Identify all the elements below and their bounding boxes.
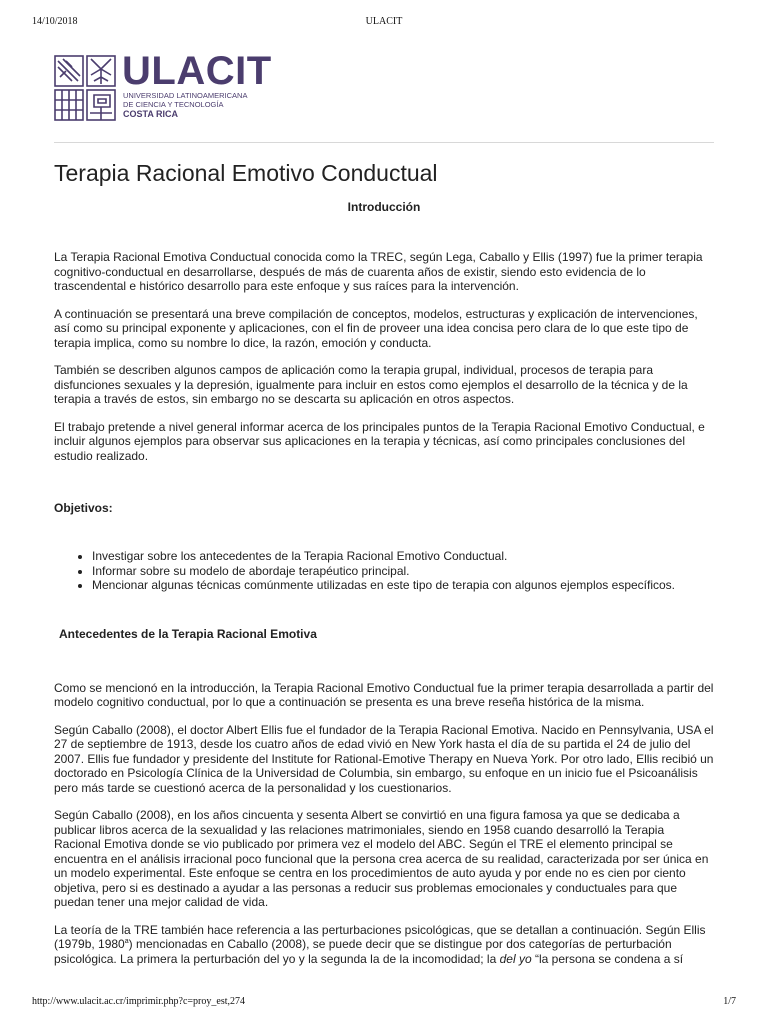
- objective-item: • Mencionar algunas técnicas comúnmente utilizadas en este tipo de terapia con algunos ejemplos específicos.: [92, 578, 714, 593]
- print-date: 14/10/2018: [32, 16, 78, 27]
- objective-item: • Informar sobre su modelo de abordaje terapéutico principal.: [92, 564, 714, 579]
- antecedentes-paragraph: Como se mencionó en la introducción, la Terapia Racional Emotivo Conductual fue la primer terapia desarrollada a partir del modelo cognitivo conductual, por lo que a continuación se presenta es una breve reseña histórica de la misma.: [54, 680, 714, 709]
- paragraph-text: ) mencionadas en Caballo (2008), se puede decir que se distingue por dos categorías de perturbación psicológica. La primera la perturbación del yo y la segunda la de la incomodidad; la: [54, 937, 672, 966]
- page-number: 1/7: [723, 996, 736, 1007]
- logo-subtitle-country: COSTA RICA: [123, 109, 178, 119]
- article-body: [54, 158, 714, 966]
- perturbaciones-paragraph: [54, 923, 714, 967]
- ulacit-emblem-icon: [54, 55, 116, 121]
- print-title: ULACIT: [365, 16, 403, 27]
- intro-paragraph: A continuación se presentará una breve compilación de conceptos, modelos, estructuras y explicación de intervenciones, así como su principal exponente y aplicaciones, con el fin de proveer una idea concisa pero clara de lo que este tipo de terapia implica, como su nombre lo dice, la razón, emoción y conducta.: [54, 306, 698, 350]
- intro-heading: Introducción: [347, 200, 421, 214]
- paragraph-text: La teoría de la TRE también hace referencia a las perturbaciones psicológicas, que se detallan a continuación. Según Ellis (1979b, 1980: [54, 922, 706, 951]
- logo-subtitle-line1: UNIVERSIDAD LATINOAMERICANA: [123, 91, 248, 100]
- superscript-mark: a: [124, 938, 129, 945]
- objectives-list: [54, 549, 714, 593]
- logo-wordmark: ULACIT: [122, 49, 272, 93]
- header-divider: [54, 142, 714, 143]
- ulacit-logo[interactable]: [54, 49, 272, 123]
- antecedentes-heading: Antecedentes de la Terapia Racional Emotiva: [59, 626, 317, 641]
- objectives-heading: Objetivos:: [54, 501, 113, 515]
- intro-paragraph: También se describen algunos campos de aplicación como la terapia grupal, individual, procesos de terapia para disfunciones sexuales y la depresión, igualmente para incluir en estos como ejemplos el desarrollo de la técnica y de la terapia a través de estos, sin embargo no se descarta su aplicación en otros aspectos.: [54, 363, 688, 406]
- print-url[interactable]: http://www.ulacit.ac.cr/imprimir.php?c=proy_est,274: [32, 996, 245, 1007]
- antecedentes-paragraph: Según Caballo (2008), en los años cincuenta y sesenta Albert se convirtió en una figura famosa ya que se dedicaba a publicar libros acerca de la sexualidad y las relaciones matrimoniales, siendo en 1958 cuando desarrolló la Terapia Racional Emotiva donde se vio publicado por primera vez el modelo del ABC. Según el TRE el elemento principal se encuentra en el análisis irracional poco funcional que la persona crea acerca de su realidad, caracterizada por ser única en un modelo experimental. Este enfoque se centra en los procedimientos de auto ayuda y por ende no es cien por ciento objetiva, pero si es destinado a ayudar a las personas a reducir sus problemas emocionales y conductuales para que puedan tener una mejor calidad de vida.: [54, 808, 709, 909]
- intro-paragraph: El trabajo pretende a nivel general informar acerca de los principales puntos de la Terapia Racional Emotivo Conductual, e incluir algunos ejemplos para observar sus aplicaciones en la terapia y técnicas, así como principales conclusiones del estudio realizado.: [54, 419, 705, 463]
- paragraph-text: “la persona se condena a sí: [531, 951, 684, 966]
- logo-subtitle-line2: DE CIENCIA Y TECNOLOGÍA: [123, 100, 224, 109]
- objective-item: • Investigar sobre los antecedentes de la Terapia Racional Emotivo Conductual.: [92, 549, 714, 564]
- antecedentes-paragraph: Según Caballo (2008), el doctor Albert Ellis fue el fundador de la Terapia Racional Emotiva. Nacido en Pennsylvania, USA el 27 de septiembre de 1913, desde los cuatro años de edad vivió en New York hasta el día de su partida el 24 de julio del 2007. Ellis fue fundador y presidente del Institute for Rational-Emotive Therapy en Nueva York. Por otro lado, Ellis recibió un doctorado en Psicología Clínica de la Universidad de Columbia, sin embargo, su enfoque en un inicio fue el Psicoanálisis pero más tarde se cuestionó acerca de la personalidad y los cuestionarios.: [54, 722, 714, 795]
- intro-paragraph: La Terapia Racional Emotiva Conductual conocida como la TREC, según Lega, Caballo y Ellis (1997) fue la primer terapia cognitivo-conductual en desarrollarse, después de más de cuarenta años de existir, siendo esto evidencia de lo trascendental e histórico desarrollo para este enfoque y sus raíces para la intervención.: [54, 250, 703, 293]
- italic-term: del yo: [499, 951, 532, 966]
- page-title: Terapia Racional Emotivo Conductual: [54, 160, 438, 186]
